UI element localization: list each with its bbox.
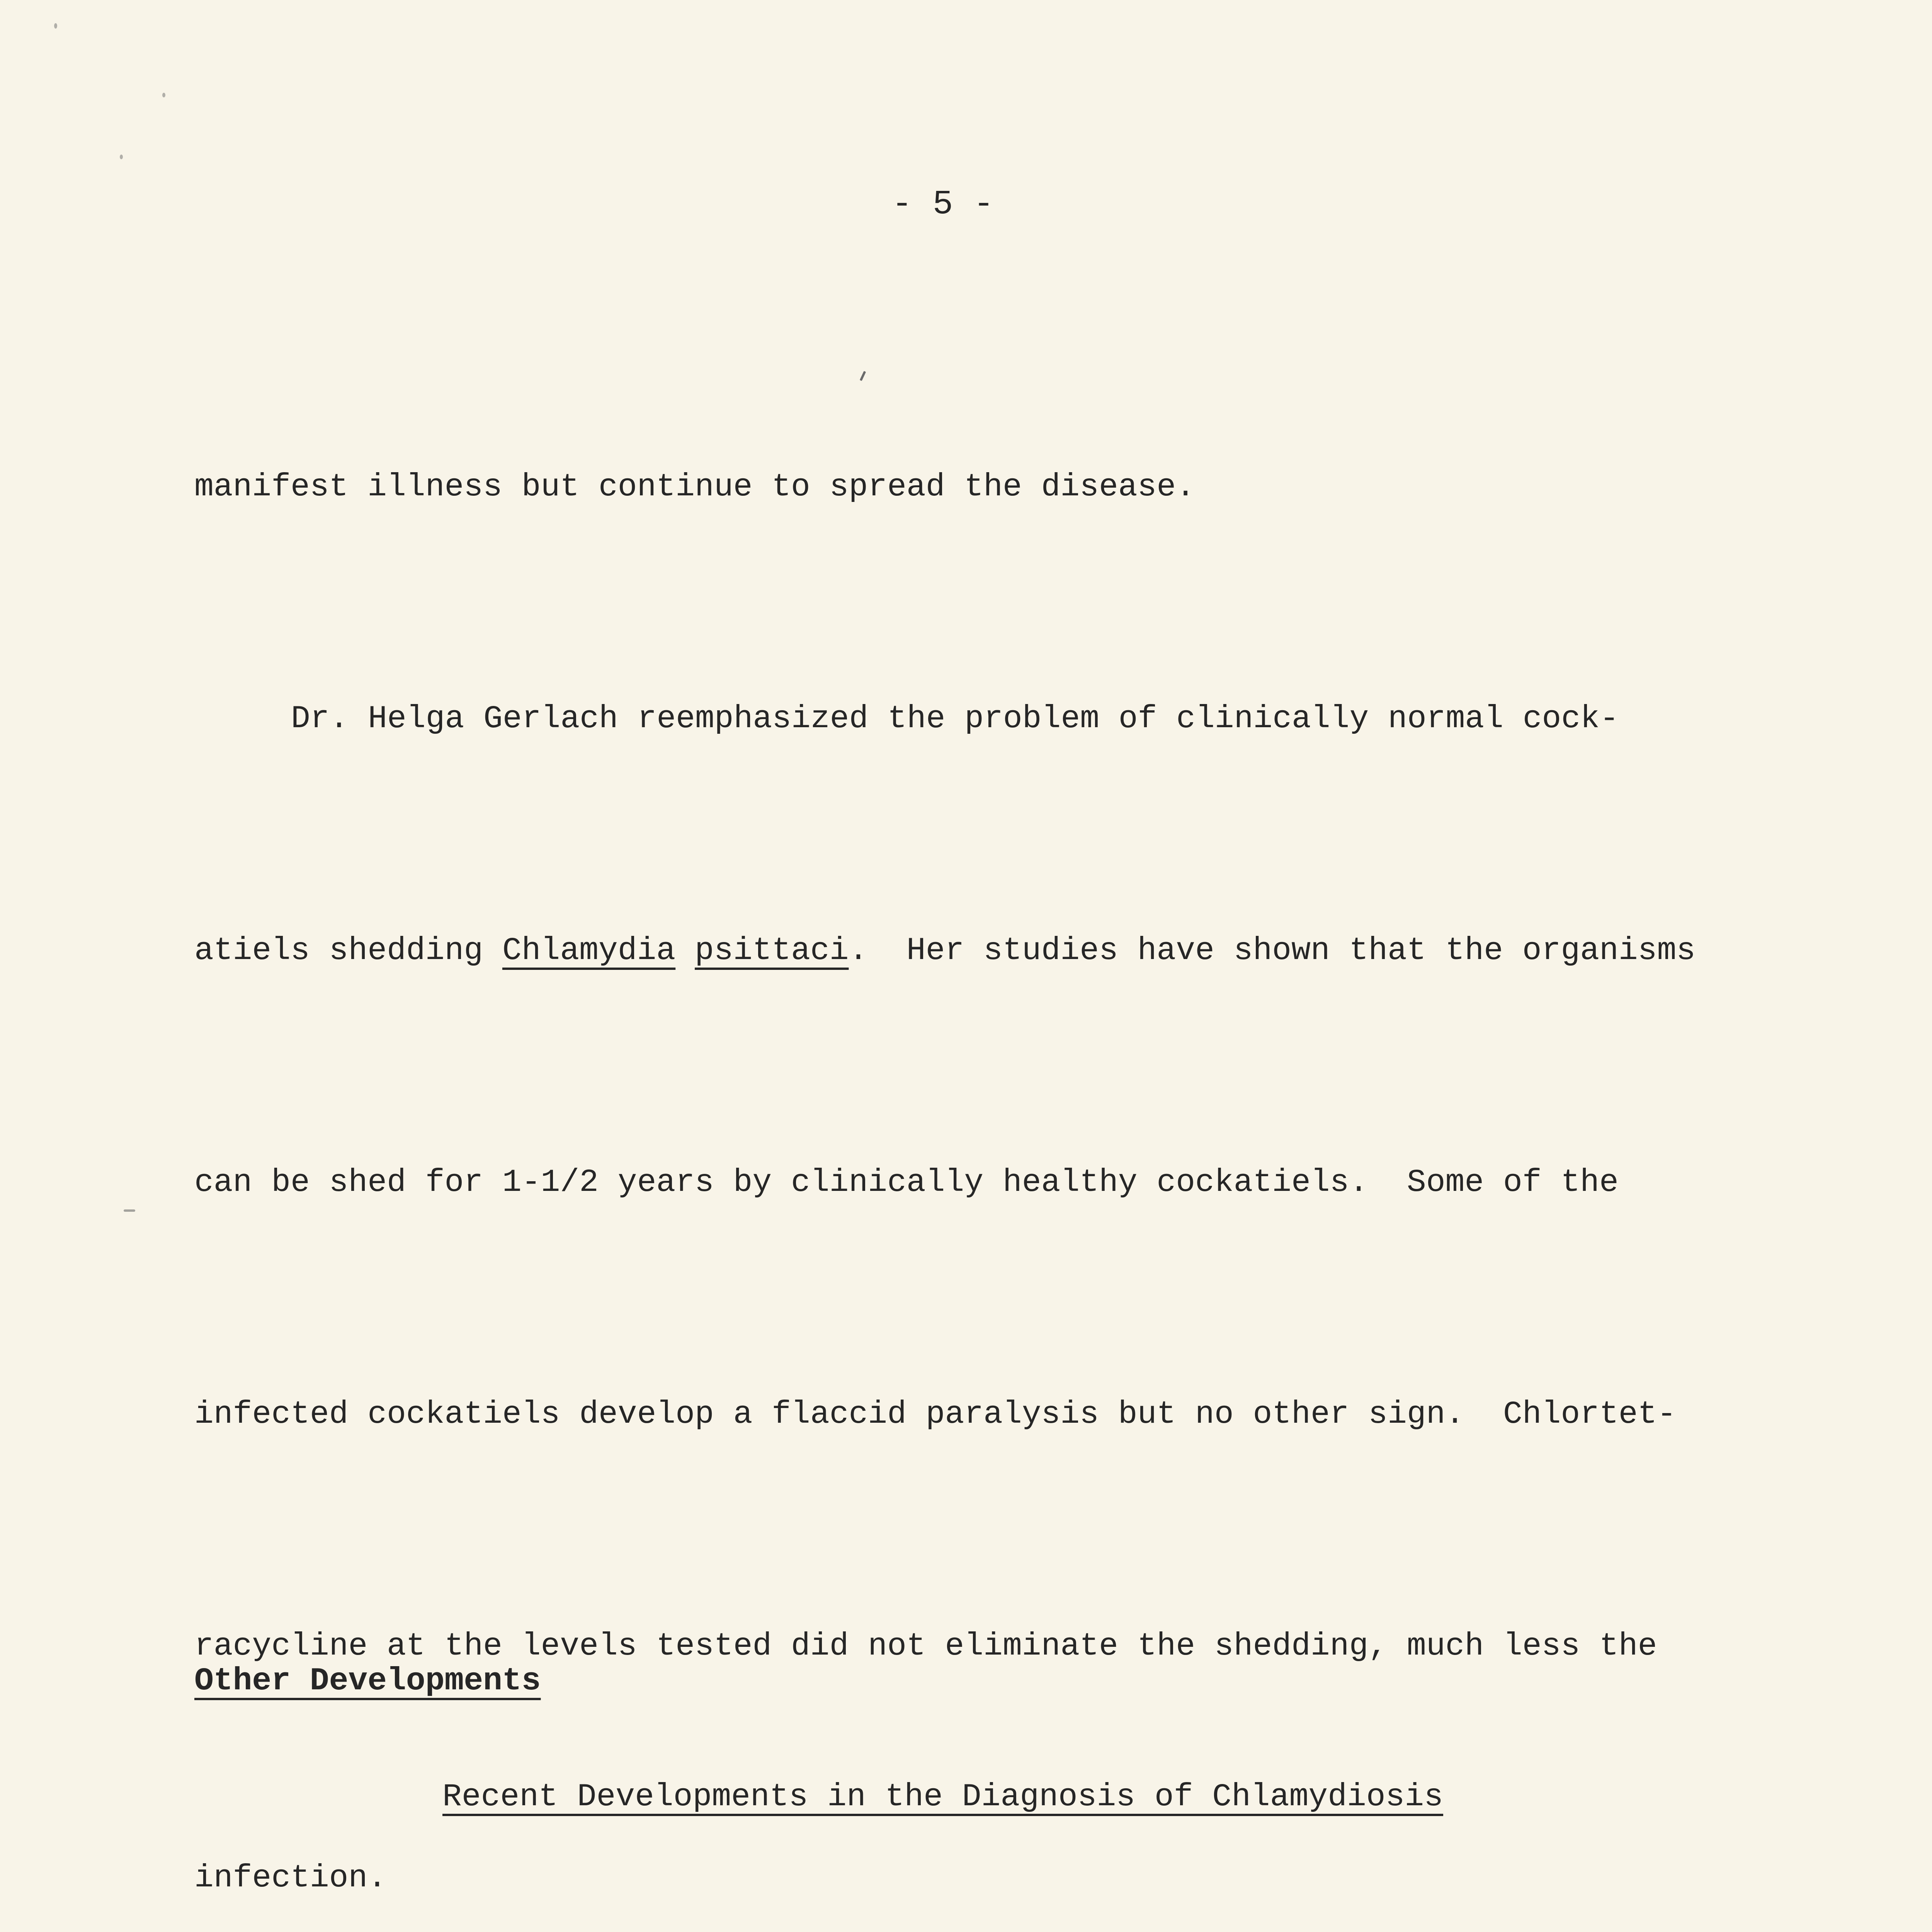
text-line: infection.: [194, 1860, 387, 1896]
subsection-heading: Recent Developments in the Diagnosis of Chlamydiosis: [442, 1779, 1444, 1815]
species-name-epithet: psittaci: [695, 932, 849, 969]
text-line: manifest illness but continue to spread the disease.: [194, 469, 1196, 505]
page-number: - 5 -: [891, 185, 994, 224]
text-fragment: atiels shedding: [194, 932, 502, 969]
section-2-text: [194, 1835, 1717, 1932]
section-heading: Other Developments: [194, 1663, 541, 1699]
text-line: can be shed for 1-1/2 years by clinically healthy cockatiels. Some of the: [194, 1164, 1619, 1201]
species-name-genus: Chlamydia: [502, 932, 676, 969]
text-line: Dr. Helga Gerlach reemphasized the problem of clinically normal cock-: [291, 701, 1619, 737]
text-line: [194, 912, 1717, 989]
paper-speck: [124, 1209, 135, 1212]
paper-speck: [54, 23, 57, 29]
text-line: infected cockatiels develop a flaccid paralysis but no other sign. Chlortet-: [194, 1396, 1677, 1432]
paper-speck: [120, 155, 123, 159]
text-fragment: . Her studies have shown that the organisms: [849, 932, 1696, 969]
paper-speck: [162, 93, 165, 97]
text-line: racycline at the levels tested did not eliminate the shedding, much less the: [194, 1628, 1657, 1664]
